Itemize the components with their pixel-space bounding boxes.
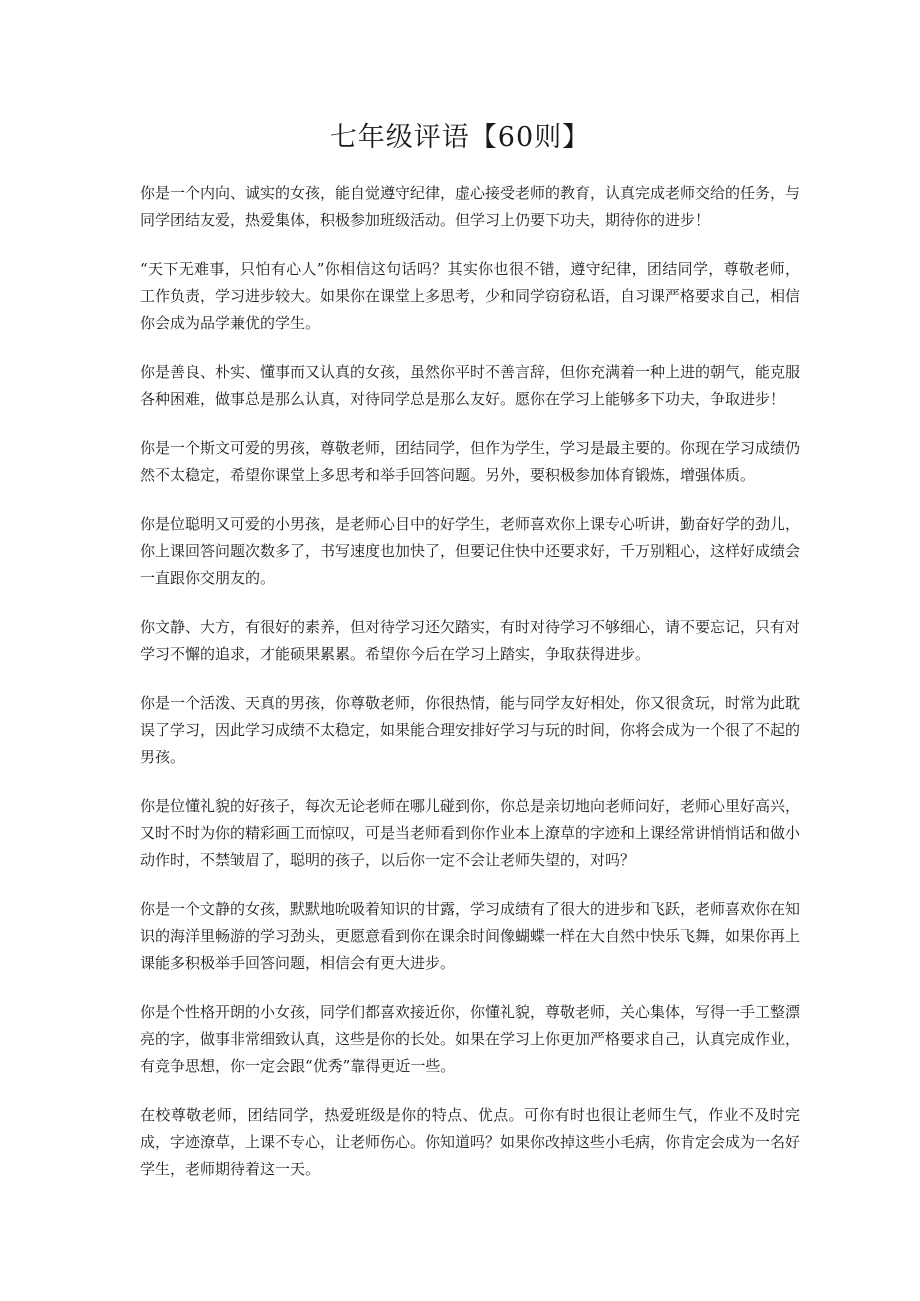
comment-paragraph-2: “天下无难事，只怕有心人”你相信这句话吗？其实你也很不错，遵守纪律，团结同学，尊敬老师，工作负责，学习进步较大。如果你在课堂上多思考，少和同学窃窃私语，自习课严格要求自己，相信你会成为品学兼优的学生。 (140, 260, 801, 332)
comment-paragraph-4: 你是一个斯文可爱的男孩，尊敬老师，团结同学，但作为学生，学习是最主要的。你现在学习成绩仍然不太稳定，希望你课堂上多思考和举手回答问题。另外，要积极参加体育锻炼，增强体质。 (140, 439, 801, 484)
comment-paragraph-6: 你文静、大方，有很好的素养，但对待学习还欠踏实，有时对待学习不够细心，请不要忘记，只有对学习不懈的追求，才能硕果累累。希望你今后在学习上踏实，争取获得进步。 (140, 618, 801, 663)
comment-paragraph-8: 你是位懂礼貌的好孩子，每次无论老师在哪儿碰到你，你总是亲切地向老师问好，老师心里好高兴，又时不时为你的精彩画工而惊叹，可是当老师看到你作业本上潦草的字迹和上课经常讲悄悄话和做小动作时，不禁皱眉了，聪明的孩子，以后你一定不会让老师失望的，对吗？ (140, 797, 801, 869)
comment-paragraph-9: 你是一个文静的女孩，默默地吮吸着知识的甘露，学习成绩有了很大的进步和飞跃，老师喜欢你在知识的海洋里畅游的学习劲头，更愿意看到你在课余时间像蝴蝶一样在大自然中快乐飞舞，如果你再上课能多积极举手回答问题，相信会有更大进步。 (140, 900, 801, 972)
comment-paragraph-10: 你是个性格开朗的小女孩，同学们都喜欢接近你，你懂礼貌，尊敬老师，关心集体，写得一手工整漂亮的字，做事非常细致认真，这些是你的长处。如果在学习上你更加严格要求自己，认真完成作业，有竞争思想，你一定会跟“优秀”靠得更近一些。 (140, 1003, 801, 1075)
comment-paragraph-5: 你是位聪明又可爱的小男孩，是老师心目中的好学生，老师喜欢你上课专心听讲，勤奋好学的劲儿，你上课回答问题次数多了，书写速度也加快了，但要记住快中还要求好，千万别粗心，这样好成绩会一直跟你交朋友的。 (140, 515, 801, 587)
comment-paragraph-7: 你是一个活泼、天真的男孩，你尊敬老师，你很热情，能与同学友好相处，你又很贪玩，时常为此耽误了学习，因此学习成绩不太稳定，如果能合理安排好学习与玩的时间，你将会成为一个很了不起的男孩。 (140, 694, 801, 766)
comment-paragraph-11: 在校尊敬老师，团结同学，热爱班级是你的特点、优点。可你有时也很让老师生气，作业不及时完成，字迹潦草，上课不专心，让老师伤心。你知道吗？如果你改掉这些小毛病，你肯定会成为一名好学生，老师期待着这一天。 (140, 1106, 801, 1178)
comment-paragraph-1: 你是一个内向、诚实的女孩，能自觉遵守纪律，虚心接受老师的教育，认真完成老师交给的任务，与同学团结友爱，热爱集体，积极参加班级活动。但学习上仍要下功夫，期待你的进步！ (140, 184, 801, 229)
page-title: 七年级评语【60则】 (329, 122, 591, 153)
comments-body (140, 180, 800, 1205)
comment-paragraph-3: 你是善良、朴实、懂事而又认真的女孩，虽然你平时不善言辞，但你充满着一种上进的朝气，能克服各种困难，做事总是那么认真，对待同学总是那么友好。愿你在学习上能够多下功夫，争取进步！ (140, 363, 801, 408)
